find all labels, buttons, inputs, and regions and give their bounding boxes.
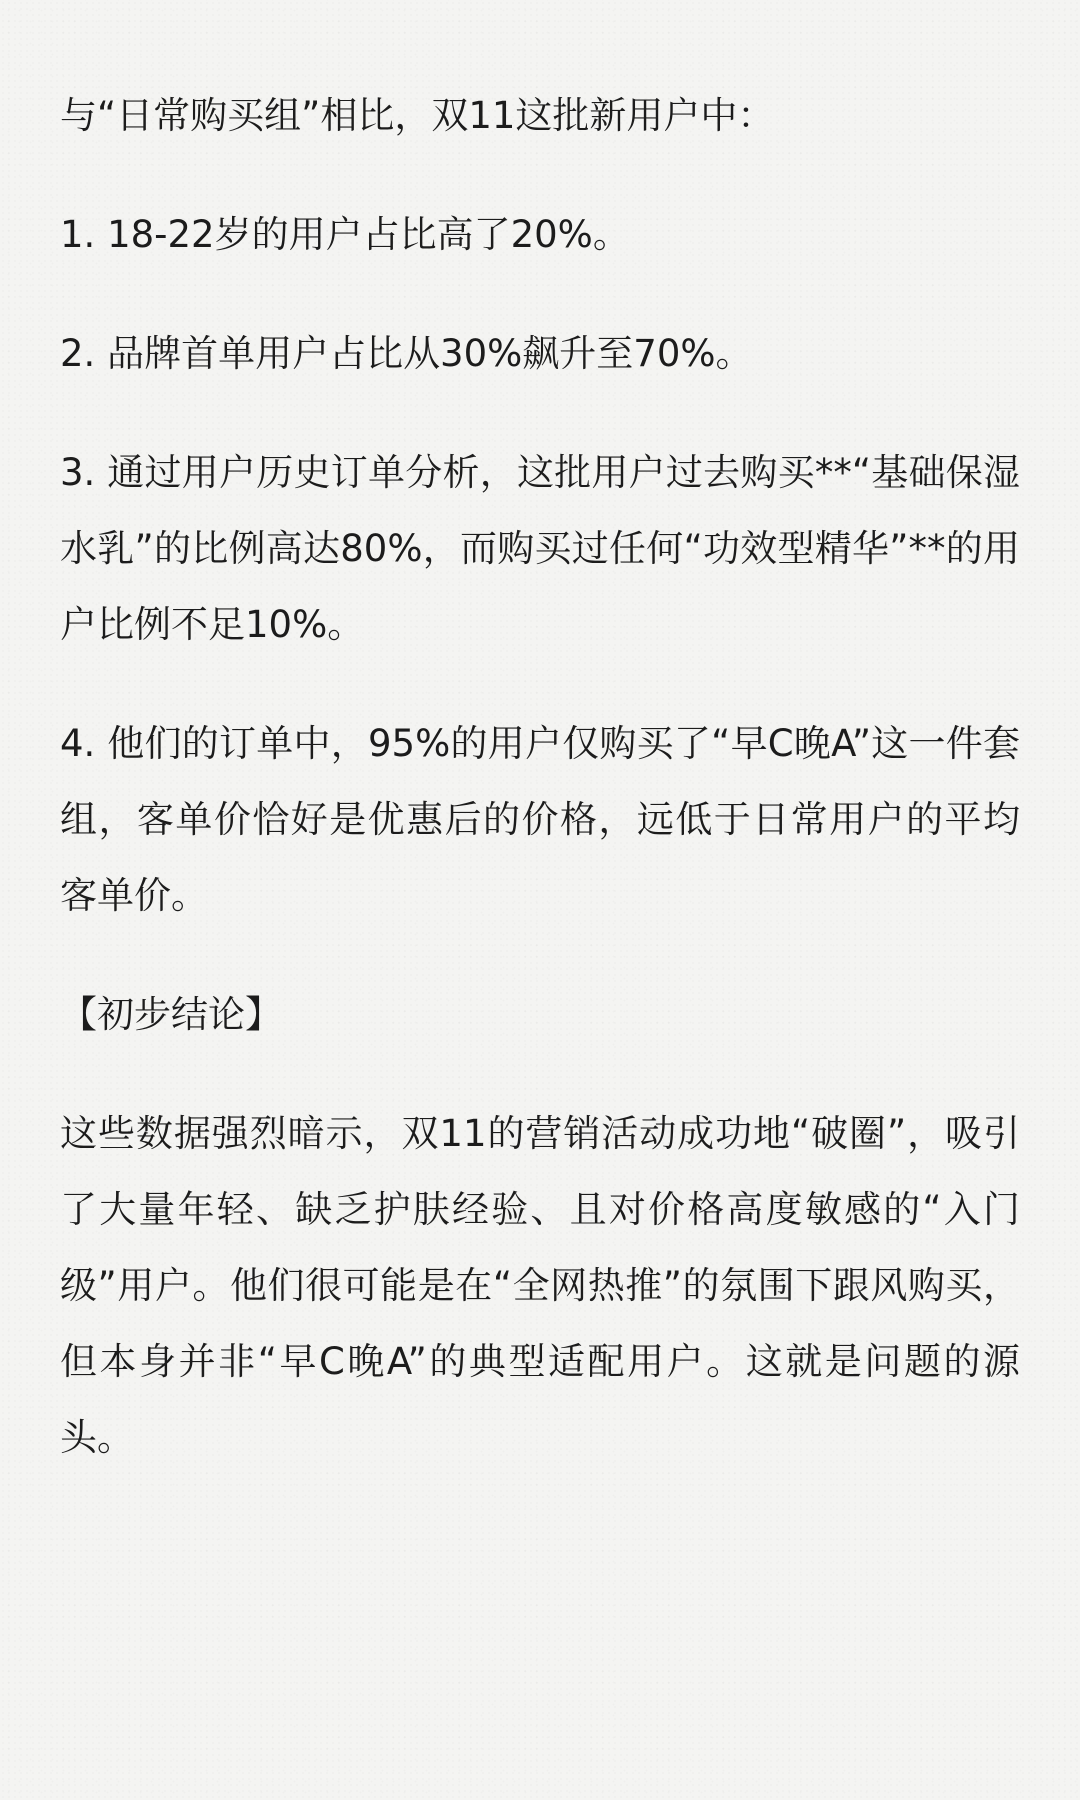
finding-item-2: 2. 品牌首单用户占比从30%飙升至70%。 bbox=[60, 332, 753, 375]
conclusion-heading: 【初步结论】 bbox=[60, 993, 282, 1036]
conclusion-paragraph: 这些数据强烈暗示，双11的营销活动成功地“破圈”，吸引了大量年轻、缺乏护肤经验、且对价格高度敏感的“入门级”用户。他们很可能是在“全网热推”的氛围下跟风购买，但本身并非“早C晚A”的典型适配用户。这就是问题的源头。 bbox=[60, 1112, 1020, 1459]
finding-item-4: 4. 他们的订单中，95%的用户仅购买了“早C晚A”这一件套组，客单价恰好是优惠后的价格，远低于日常用户的平均客单价。 bbox=[60, 722, 1020, 917]
intro-paragraph: 与“日常购买组”相比，双11这批新用户中： bbox=[60, 94, 775, 137]
finding-item-3: 3. 通过用户历史订单分析，这批用户过去购买**“基础保湿水乳”的比例高达80%，而购买过任何“功效型精华”**的用户比例不足10%。 bbox=[60, 451, 1020, 646]
finding-item-1: 1. 18-22岁的用户占比高了20%。 bbox=[60, 213, 630, 256]
